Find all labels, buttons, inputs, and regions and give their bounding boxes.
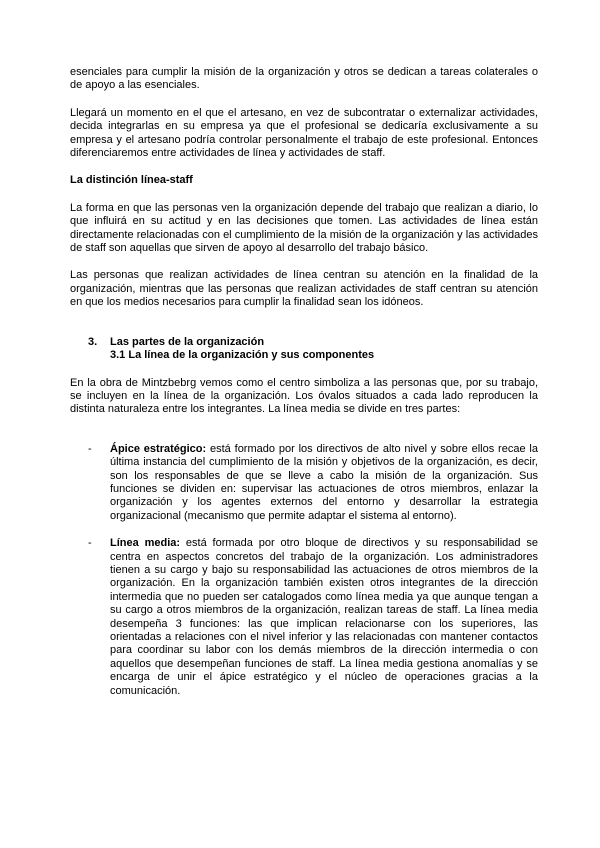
dash-bullet: - — [88, 442, 92, 455]
list-item-text: está formado por los directivos de alto nivel y sobre ellos recae la última instancia del cumplimiento de la misión y objetivos de la organización, es decir, son los responsables de que se lleve a cabo la misión de la organización. Sus funciones se dividen en: supervisar las actuaciones de otros miembros, enlazar la organización y los agentes externos del entorno y desarrollar la estrategia organizacional (mecanismo que permite adaptar el sistema al entorno). — [110, 442, 538, 522]
list-item-linea-media — [70, 537, 538, 698]
paragraph-intro-continuation: esenciales para cumplir la misión de la organización y otros se dedican a tareas colaterales o de apoyo a las esenciales. — [70, 66, 538, 92]
section-heading-main — [88, 336, 538, 349]
list-item-label: Ápice estratégico: — [110, 442, 207, 455]
paragraph-artesano: Llegará un momento en el que el artesano, en vez de subcontratar o externalizar actividades, decida integrarlas en su empresa ya que el profesional se dedicaría exclusivamente a su empresa y el artesano podría controlar personalmente el trabajo de este profesional. Entonces diferenciaremos entre actividades de línea y actividades de staff. — [70, 106, 538, 160]
paragraph-mintzberg: En la obra de Mintzbebrg vemos como el centro simboliza a las personas que, por su trabajo, se incluyen en la línea de la organización. Los óvalos situados a cada lado reproducen la distinta naturaleza entre los integrantes. La línea media se divide en tres partes: — [70, 376, 538, 416]
dash-list — [70, 443, 538, 698]
subsection-title: La línea de la organización y sus componentes — [128, 349, 375, 362]
subsection-number: 3.1 — [110, 349, 126, 362]
dash-bullet: - — [88, 537, 92, 550]
section-number: 3. — [88, 335, 98, 348]
section-title: Las partes de la organización — [110, 335, 265, 348]
list-item-label: Línea media: — [110, 537, 181, 550]
paragraph-personas: Las personas que realizan actividades de línea centran su atención en la finalidad de la organización, mientras que las personas que realizan actividades de staff centran su atención en que los medios necesarios para cumplir la finalidad sean los idóneos. — [70, 269, 538, 309]
paragraph-forma: La forma en que las personas ven la organización depende del trabajo que realizan a diario, lo que influirá en su actitud y en las decisiones que tomen. Las actividades de línea están directamente relacionadas con el cumplimiento de la misión de la organización y las actividades de staff son aquellas que sirven de apoyo al desarrollo del trabajo básico. — [70, 201, 538, 255]
section-heading-sub — [88, 349, 538, 362]
section-heading — [70, 336, 538, 363]
heading-distincion-linea-staff: La distinción línea-staff — [70, 174, 193, 187]
list-item-apice-estrategico — [70, 443, 538, 523]
list-item-text: está formada por otro bloque de directivos y su responsabilidad se centra en aspectos concretos del trabajo de la organización. Los administradores tienen a su cargo y bajo su responsabilidad las actuaciones de otros miembros de la organización. En la organización también existen otros integrantes de la dirección intermedia que no pueden ser catalogados como línea media ya que aunque tengan a su cargo a otros miembros de la organización, realizan tareas de staff. La línea media desempeña 3 funciones: las que implican relacionarse con los superiores, las orientadas a relaciones con el nivel inferior y las relacionadas con mantener contactos para coordinar su labor con los demás miembros de la dirección intermedia o con aquellos que desempeñan funciones de staff. La línea media gestiona anomalías y se encarga de unir el ápice estratégico y el núcleo de operaciones gracias a la comunicación. — [110, 537, 538, 697]
